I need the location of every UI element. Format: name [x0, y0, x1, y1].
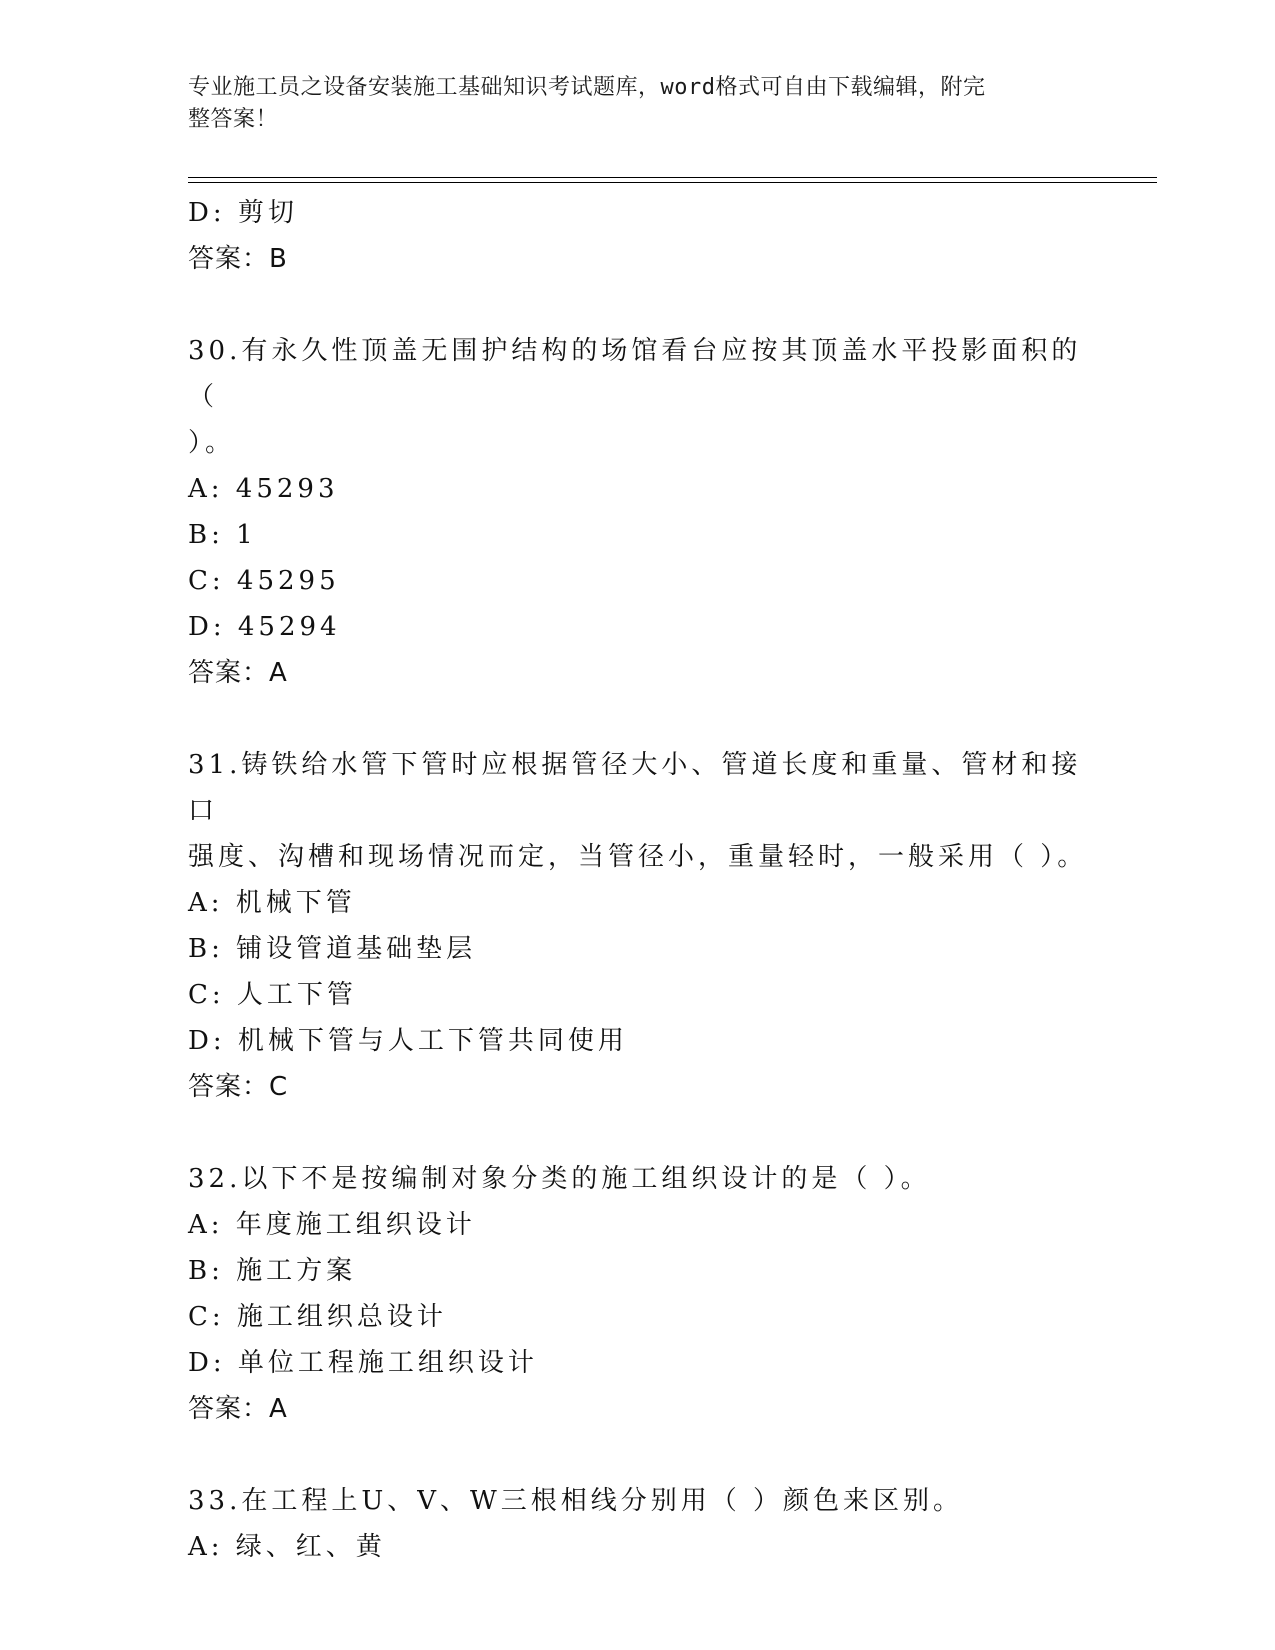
option-c: C: 施工组织总设计 — [188, 1302, 447, 1332]
option-a: A: 机械下管 — [188, 888, 356, 918]
header-divider-top — [188, 177, 1157, 178]
question-stem-line-2: 强度、沟槽和现场情况而定，当管径小，重量轻时，一般采用（ ）。 — [188, 842, 1088, 872]
option-d: D: 机械下管与人工下管共同使用 — [188, 1026, 628, 1056]
option-d: D: 45294 — [188, 612, 341, 642]
answer: 答案：A — [188, 1394, 288, 1424]
option-a: A: 45293 — [188, 474, 339, 504]
question-32 — [188, 1156, 1088, 1432]
spacer — [188, 1110, 1088, 1156]
answer: 答案：A — [188, 658, 288, 688]
answer: 答案：B — [188, 244, 288, 274]
option-a: A: 绿、红、黄 — [188, 1532, 386, 1562]
spacer — [188, 696, 1088, 742]
answer: 答案：C — [188, 1072, 289, 1102]
spacer — [188, 282, 1088, 328]
question-33 — [188, 1478, 1088, 1570]
document-header — [188, 72, 1068, 136]
option-b: B: 1 — [188, 520, 257, 550]
question-stem-line-1: 30.有永久性顶盖无围护结构的场馆看台应按其顶盖水平投影面积的（ — [188, 336, 1082, 412]
question-stem-line-1: 33.在工程上U、V、W三根相线分别用（ ）颜色来区别。 — [188, 1486, 964, 1516]
question-stem-line-1: 32.以下不是按编制对象分类的施工组织设计的是（ ）。 — [188, 1164, 931, 1194]
question-stem-line-1: 31.铸铁给水管下管时应根据管径大小、管道长度和重量、管材和接口 — [188, 750, 1082, 826]
header-line-2: 整答案！ — [188, 107, 279, 132]
option-a: A: 年度施工组织设计 — [188, 1210, 476, 1240]
spacer — [188, 1432, 1088, 1478]
option-b: B: 施工方案 — [188, 1256, 357, 1286]
option-c: C: 45295 — [188, 566, 340, 596]
option-c: C: 人工下管 — [188, 980, 357, 1010]
option-d: D: 单位工程施工组织设计 — [188, 1348, 538, 1378]
question-29-tail — [188, 190, 1088, 282]
header-divider-bottom — [188, 182, 1157, 183]
option-d: D: 剪切 — [188, 198, 298, 228]
question-stem-line-2: ）。 — [188, 428, 236, 458]
header-line-1: 专业施工员之设备安装施工基础知识考试题库，word格式可自由下载编辑，附完 — [188, 75, 986, 100]
question-list — [188, 190, 1088, 1570]
question-31 — [188, 742, 1088, 1110]
option-b: B: 铺设管道基础垫层 — [188, 934, 477, 964]
question-30 — [188, 328, 1088, 696]
